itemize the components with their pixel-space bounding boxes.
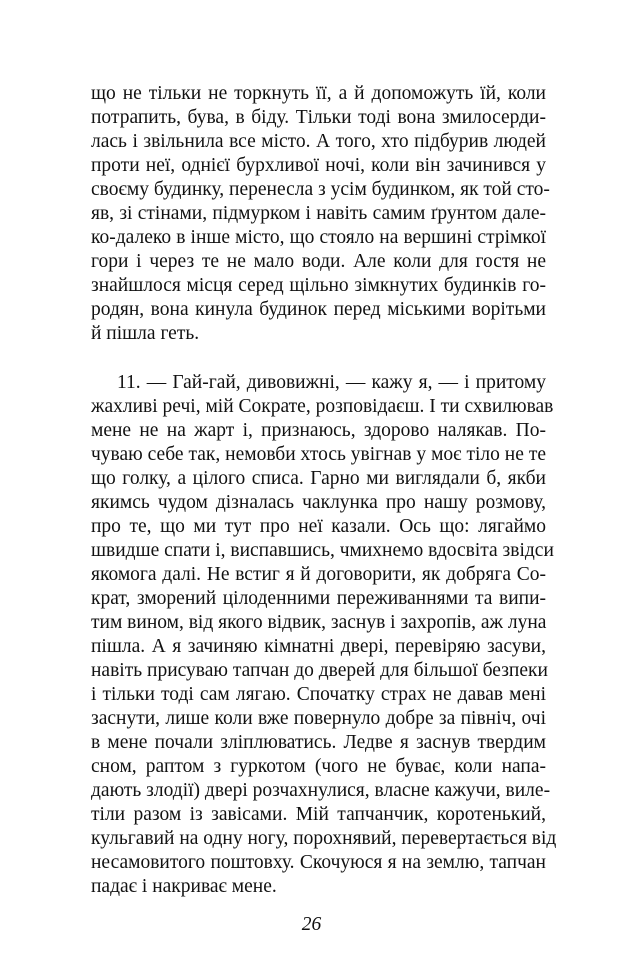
page-number: 26: [301, 914, 322, 935]
text-line: кульгавий на одну ногу, порохнявий, перевертається від: [91, 828, 557, 849]
text-line: 11. — Гай-гай, дивовижні, — кажу я, — і притому: [117, 372, 546, 393]
text-line: гори і через те не мало води. Але коли для гостя не: [91, 251, 546, 272]
text-line: дають злодії) двері розчахнулися, власне кажучи, виле-: [91, 780, 551, 801]
text-line: що не тільки не торкнуть її, а й допоможуть їй, коли: [91, 83, 546, 104]
text-line: знайшлося місця серед щільно зімкнутих будинків го-: [91, 275, 546, 296]
text-line: заснути, лише коли вже повернуло добре за північ, очі: [91, 708, 546, 729]
text-line: мене не на жарт і, признаюсь, здорово налякав. По-: [91, 420, 546, 441]
text-line: тіли разом із завісами. Мій тапчанчик, коротенький,: [91, 804, 546, 825]
text-line: своєму будинку, перенесла з усім будинком, як той сто-: [91, 179, 550, 200]
text-line: сном, раптом з гуркотом (чого не буває, коли напа-: [91, 756, 546, 777]
text-line: лась і звільнила все місто. А того, хто підбурив людей: [91, 131, 546, 152]
text-line: падає і накриває мене.: [91, 876, 277, 897]
text-line: ко-далеко в інше місто, що стояло на вершині стрімкої: [91, 227, 546, 248]
text-line: яв, зі стінами, підмурком і навіть самим ґрунтом дале-: [91, 203, 546, 224]
text-line: жахливі речі, мій Сократе, розповідаєш. І ти схвилював: [91, 396, 554, 417]
text-line: пішла. А я зачиняю кімнатні двері, перевіряю засуви,: [91, 636, 546, 657]
text-line: й пішла геть.: [91, 323, 200, 344]
text-line: навіть присуваю тапчан до дверей для більшої безпеки: [91, 660, 548, 681]
text-line: про те, що ми тут про неї казали. Ось що: лягаймо: [91, 516, 546, 537]
text-line: тим вином, від якого відвик, заснув і захропів, аж луна: [91, 612, 547, 633]
text-line: швидше спати і, виспавшись, чмихнемо вдосвіта звідси: [91, 540, 554, 561]
text-line: і тільки тоді сам лягаю. Спочатку страх не давав мені: [91, 684, 546, 705]
text-line: проти неї, однієї бурхливої ночі, коли він зачинився у: [91, 155, 546, 176]
text-line: що голку, а цілого списа. Гарно ми виглядали б, якби: [91, 468, 546, 489]
text-line: в мене почали зліплюватись. Ледве я заснув твердим: [91, 732, 546, 753]
text-line: потрапить, бува, в біду. Тільки тоді вона змилосерди-: [91, 107, 546, 128]
text-line: чуваю себе так, немовби хтось увігнав у моє тіло не те: [91, 444, 546, 465]
text-line: якимсь чудом дізналась чаклунка про нашу розмову,: [91, 492, 546, 513]
text-line: крат, зморений цілоденними переживаннями та випи-: [91, 588, 546, 609]
text-line: несамовитого поштовху. Скочуюся я на землю, тапчан: [91, 852, 546, 873]
text-line: якомога далі. Не встиг я й договорити, як добряга Со-: [91, 564, 546, 585]
text-line: родян, вона кинула будинок перед міськими ворітьми: [91, 299, 546, 320]
